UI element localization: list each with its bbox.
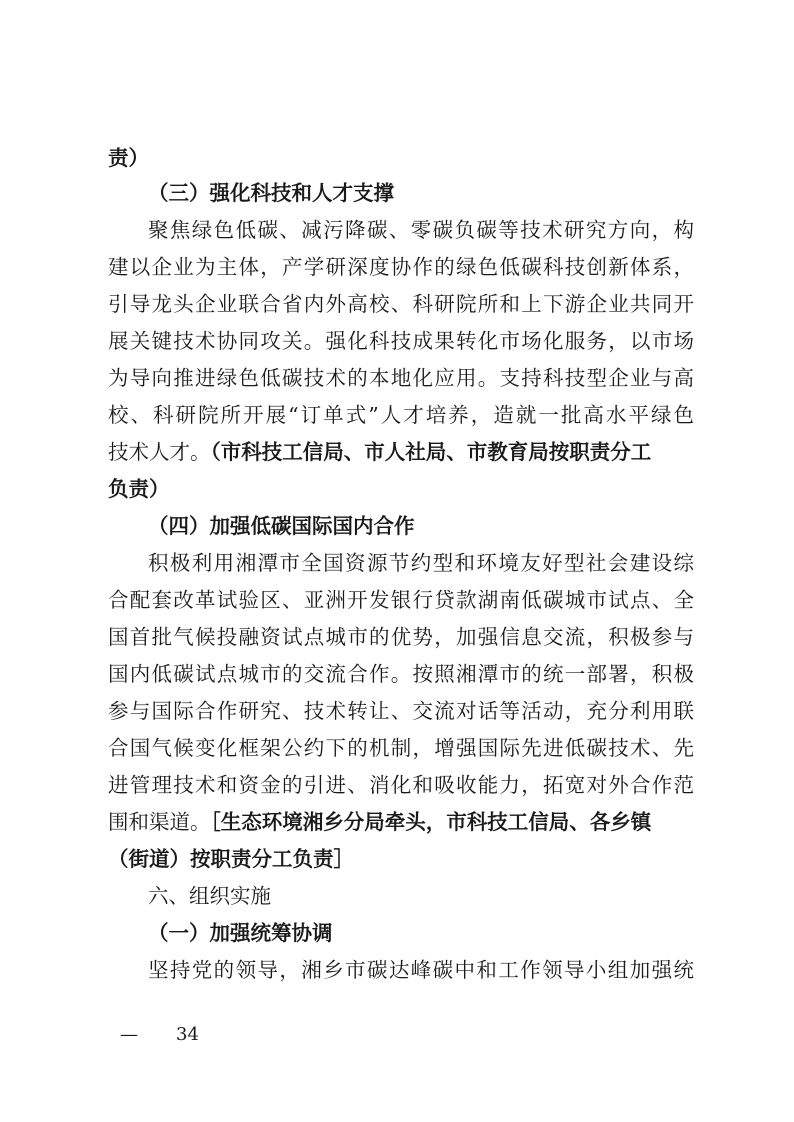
text-line — [108, 841, 694, 877]
text-segment: 聚焦绿色低碳、减污降碳、零碳负碳等技术研究方向，构 — [148, 218, 694, 242]
text-line — [108, 140, 694, 176]
text-line — [148, 212, 694, 248]
text-line — [108, 582, 694, 618]
text-segment: 技术人才。 — [108, 440, 211, 464]
text-segment: 围和渠道。 — [108, 810, 211, 834]
text-segment: 建以企业为主体，产学研深度协作的绿色低碳科技创新体系， — [108, 255, 694, 279]
text-segment-bold: ［生态环境湘乡分局牵头，市科技工信局、各乡镇 — [210, 810, 652, 834]
text-segment: 合配套改革试验区、亚洲开发银行贷款湖南低碳城市试点、全 — [108, 588, 694, 612]
text-segment: 国首批气候投融资试点城市的优势，加强信息交流，积极参与 — [108, 625, 694, 649]
section-heading-3 — [148, 175, 694, 211]
heading-text: 六、组织实施 — [148, 884, 271, 908]
text-segment: 引导龙头企业联合省内外高校、科研院所和上下游企业共同开 — [108, 292, 694, 316]
text-line — [148, 952, 694, 988]
text-segment-bold: 负责） — [108, 477, 170, 501]
text-line — [108, 804, 694, 840]
page-number: 34 — [176, 1024, 199, 1045]
text-line — [108, 397, 694, 433]
text-segment-bold: （街道）按职责分工负责］ — [108, 847, 354, 871]
text-line — [148, 545, 694, 581]
text-segment: 积极利用湘潭市全国资源节约型和环境友好型社会建设综 — [148, 551, 694, 575]
text-line — [108, 323, 694, 359]
text-segment: 进管理技术和资金的引进、消化和吸收能力，拓宽对外合作范 — [108, 773, 694, 797]
text-line — [108, 286, 694, 322]
section-heading-4 — [148, 508, 694, 544]
text-segment-bold: 责） — [108, 146, 149, 170]
text-line — [108, 619, 694, 655]
section-heading-1 — [148, 915, 694, 951]
chapter-heading-6 — [148, 878, 694, 914]
text-segment: 展关键技术协同攻关。强化科技成果转化市场化服务，以市场 — [108, 329, 694, 353]
text-line — [108, 249, 694, 285]
text-line — [108, 767, 694, 803]
text-segment: 为导向推进绿色低碳技术的本地化应用。支持科技型企业与高 — [108, 366, 694, 390]
text-segment: 国内低碳试点城市的交流合作。按照湘潭市的统一部署，积极 — [108, 662, 694, 686]
text-segment: 合国气候变化框架公约下的机制，增强国际先进低碳技术、先 — [108, 736, 694, 760]
heading-text: （四）加强低碳国际国内合作 — [148, 514, 415, 538]
text-segment: 参与国际合作研究、技术转让、交流对话等活动，充分利用联 — [108, 699, 694, 723]
text-line — [108, 360, 694, 396]
footer-dash: — — [120, 1024, 138, 1045]
heading-text: （三）强化科技和人才支撑 — [148, 181, 394, 205]
text-line — [108, 434, 694, 470]
text-segment-bold: （市科技工信局、市人社局、市教育局按职责分工 — [210, 440, 652, 464]
text-segment: 校、科研院所开展“订单式”人才培养，造就一批高水平绿色 — [108, 403, 694, 427]
text-line — [108, 730, 694, 766]
text-segment: 坚持党的领导，湘乡市碳达峰碳中和工作领导小组加强统 — [148, 958, 694, 982]
heading-text: （一）加强统筹协调 — [148, 921, 333, 945]
text-line — [108, 471, 694, 507]
text-line — [108, 693, 694, 729]
text-line — [108, 656, 694, 692]
page-footer — [120, 1020, 199, 1050]
